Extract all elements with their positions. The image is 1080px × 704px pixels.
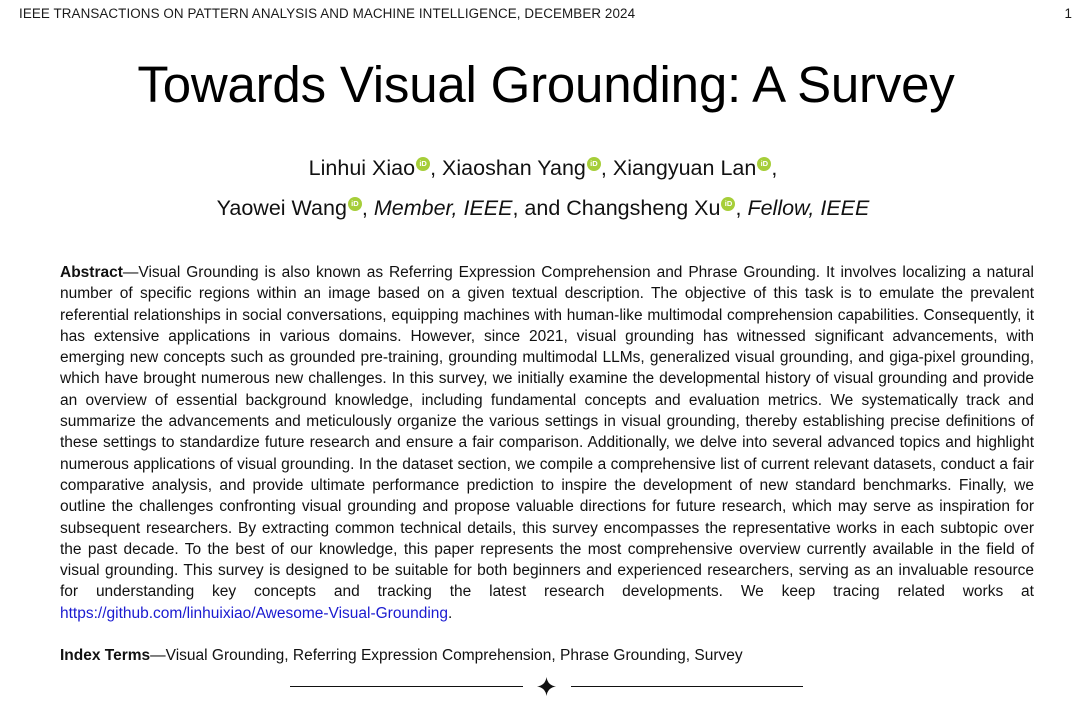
orcid-icon[interactable]: iD [757, 157, 771, 171]
author-name: Linhui Xiao [308, 156, 416, 180]
author-separator: , [600, 156, 607, 180]
abstract-text: Visual Grounding is also known as Referring Expression Comprehension and Phrase Grounding. It involves localizing a natural number of specific regions within an image based on a given textual description. The objective of this task is to emulate the prevalent referential relationships in social conversations, equipping machines with human-like multimodal comprehension capabilities. Consequently, it has extensive applications in various domains. However, since 2021, visual grounding has witnessed significant advancements, with emerging new concepts such as grounded pre-training, grounding multimodal LLMs, generalized visual grounding, and giga-pixel grounding, which have brought numerous new challenges. In this survey, we initially examine the developmental history of visual grounding and provide an overview of essential background knowledge, including fundamental concepts and evaluation metrics. We systematically track and summarize the advancements and meticulously organize the various settings in visual grounding, thereby establishing precise definitions of these settings to standardize future research and ensure a fair comparison. Additionally, we delve into several advanced topics and highlight numerous applications of visual grounding. In the dataset section, we compile a comprehensive list of current relevant datasets, conduct a fair comparative analysis, and provide ultimate performance prediction to inspire the development of new standard benchmarks. Finally, we outline the challenges confronting visual grounding and propose valuable directions for future research, which may serve as inspiration for subsequent researchers. By extracting common technical details, this survey encompasses the representative works in each subtopic over the past decade. To the best of our knowledge, this paper represents the most comprehensive overview currently available in the field of visual grounding. This survey is designed to be suitable for both beginners and experienced researchers, serving as an invaluable resource for understanding key concepts and tracking the latest research developments. We keep tracing related works at [60, 264, 1034, 601]
index-terms [60, 645, 1034, 666]
index-terms-dash: — [150, 647, 166, 664]
author-name: Changsheng Xu [566, 196, 721, 220]
author-entry [442, 156, 607, 180]
author-separator: , [430, 156, 437, 180]
author-connector: , and [512, 196, 567, 220]
author-affiliation: Member, IEEE [373, 196, 513, 220]
four-point-star-icon [537, 677, 556, 696]
orcid-icon[interactable]: iD [348, 197, 362, 211]
paper-title: Towards Visual Grounding: A Survey [137, 56, 955, 113]
page-number: 1 [1064, 6, 1072, 21]
running-header: IEEE TRANSACTIONS ON PATTERN ANALYSIS AND MACHINE INTELLIGENCE, DECEMBER 2024 [19, 6, 636, 21]
index-terms-text: Visual Grounding, Referring Expression Comprehension, Phrase Grounding, Survey [165, 647, 743, 664]
author-name: Xiaoshan Yang [442, 156, 586, 180]
orcid-icon[interactable]: iD [721, 197, 735, 211]
author-entry [613, 156, 777, 180]
abstract-dash: — [122, 264, 139, 281]
author-affiliation: Fellow, IEEE [747, 196, 870, 220]
abstract-label: Abstract [60, 264, 123, 281]
github-link[interactable]: https://github.com/linhuixiao/Awesome-Visual-Grounding [60, 604, 448, 622]
abstract-end: . [448, 604, 453, 622]
index-terms-label: Index Terms [60, 647, 151, 664]
divider-line-right [571, 686, 803, 687]
orcid-icon[interactable]: iD [416, 157, 430, 171]
author-name: Yaowei Wang [216, 196, 347, 220]
author-separator: , [361, 196, 374, 220]
abstract [60, 262, 1034, 624]
divider-line-left [290, 686, 523, 687]
author-list-line-1 [0, 156, 1080, 181]
author-name: Xiangyuan Lan [612, 156, 757, 180]
author-separator: , [735, 196, 742, 220]
author-separator: , [771, 156, 778, 180]
author-entry [309, 156, 436, 180]
orcid-icon[interactable]: iD [587, 157, 601, 171]
author-list-line-2 [0, 196, 1080, 221]
